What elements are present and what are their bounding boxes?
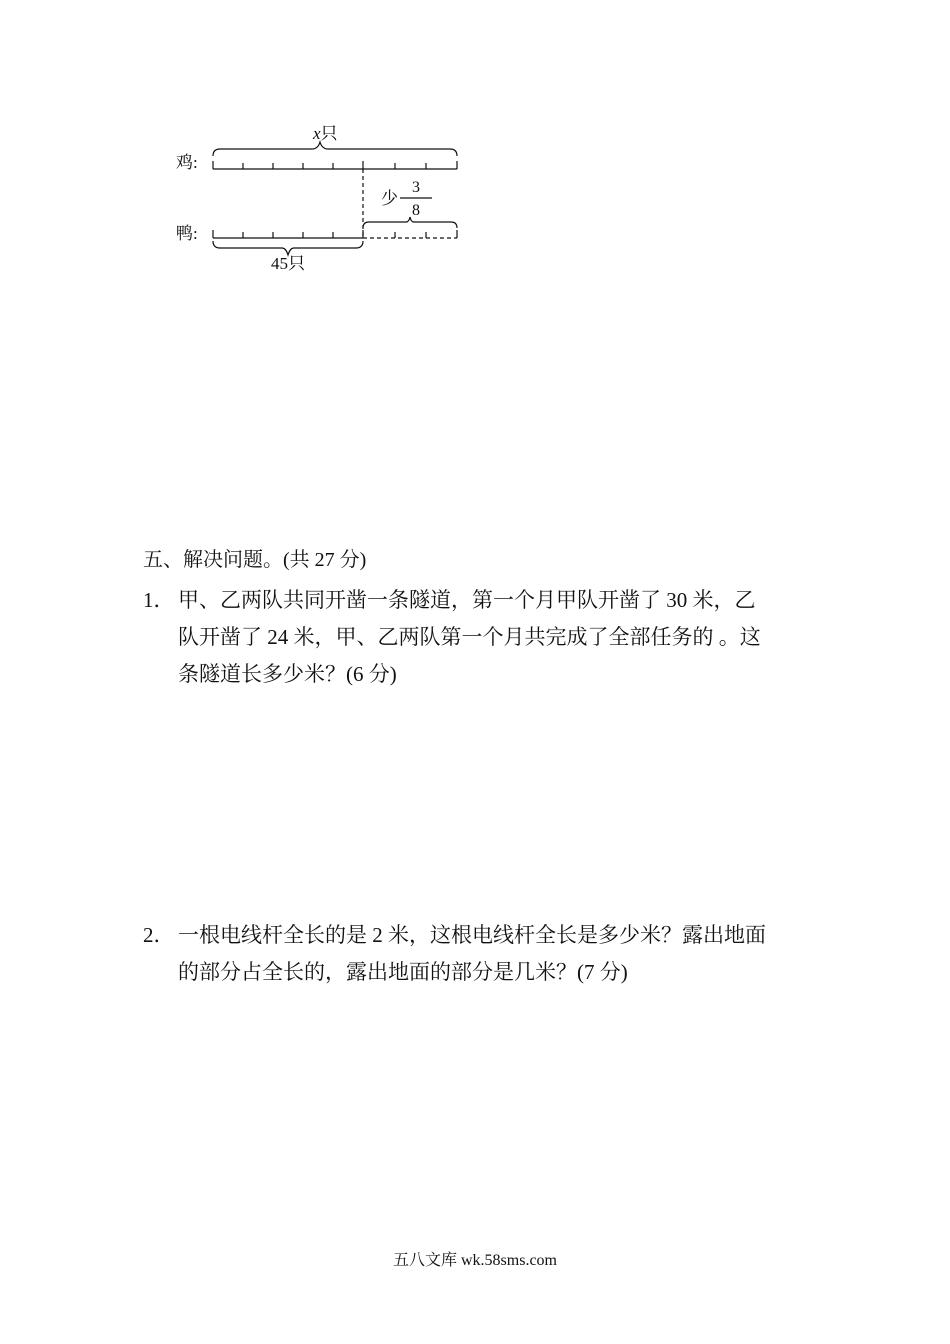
fraction-numerator: 3 [412, 179, 420, 196]
question-text-line: 甲、乙两队共同开凿一条隧道，第一个月甲队开凿了 30 米，乙 [178, 588, 756, 612]
page-footer: 五八文库 wk.58sms.com [392, 1252, 557, 1269]
chicken-duck-segment-diagram [170, 118, 470, 278]
less-part-brace [363, 217, 457, 228]
less-word: 少 [381, 189, 398, 208]
question-number: 2． [143, 923, 175, 947]
chicken-segment-line [213, 161, 457, 169]
duck-segment-line [213, 230, 457, 238]
top-brace-unit: 只 [320, 124, 338, 143]
svg-text:x只 [312, 124, 338, 143]
bottom-brace-label: 45只 [271, 254, 305, 273]
question-text-line: 的部分占全长的，露出地面的部分是几米？(7 分) [178, 960, 628, 984]
duck-label: 鸭: [176, 224, 198, 243]
question-number: 1． [143, 588, 175, 612]
chicken-total-brace [213, 142, 457, 156]
fraction-denominator: 8 [412, 202, 420, 219]
question-text-line: 一根电线杆全长的是 2 米，这根电线杆全长是多少米？露出地面 [178, 923, 766, 947]
chicken-label: 鸡: [176, 153, 198, 172]
question-text-line: 队开凿了 24 米，甲、乙两队第一个月共完成了全部任务的 。这 [178, 625, 761, 649]
question-text-line: 条隧道长多少米？(6 分) [178, 662, 397, 686]
section-title: 五、解决问题。(共 27 分) [143, 549, 367, 571]
duck-count-brace [213, 241, 363, 255]
top-brace-variable: x [313, 124, 321, 143]
